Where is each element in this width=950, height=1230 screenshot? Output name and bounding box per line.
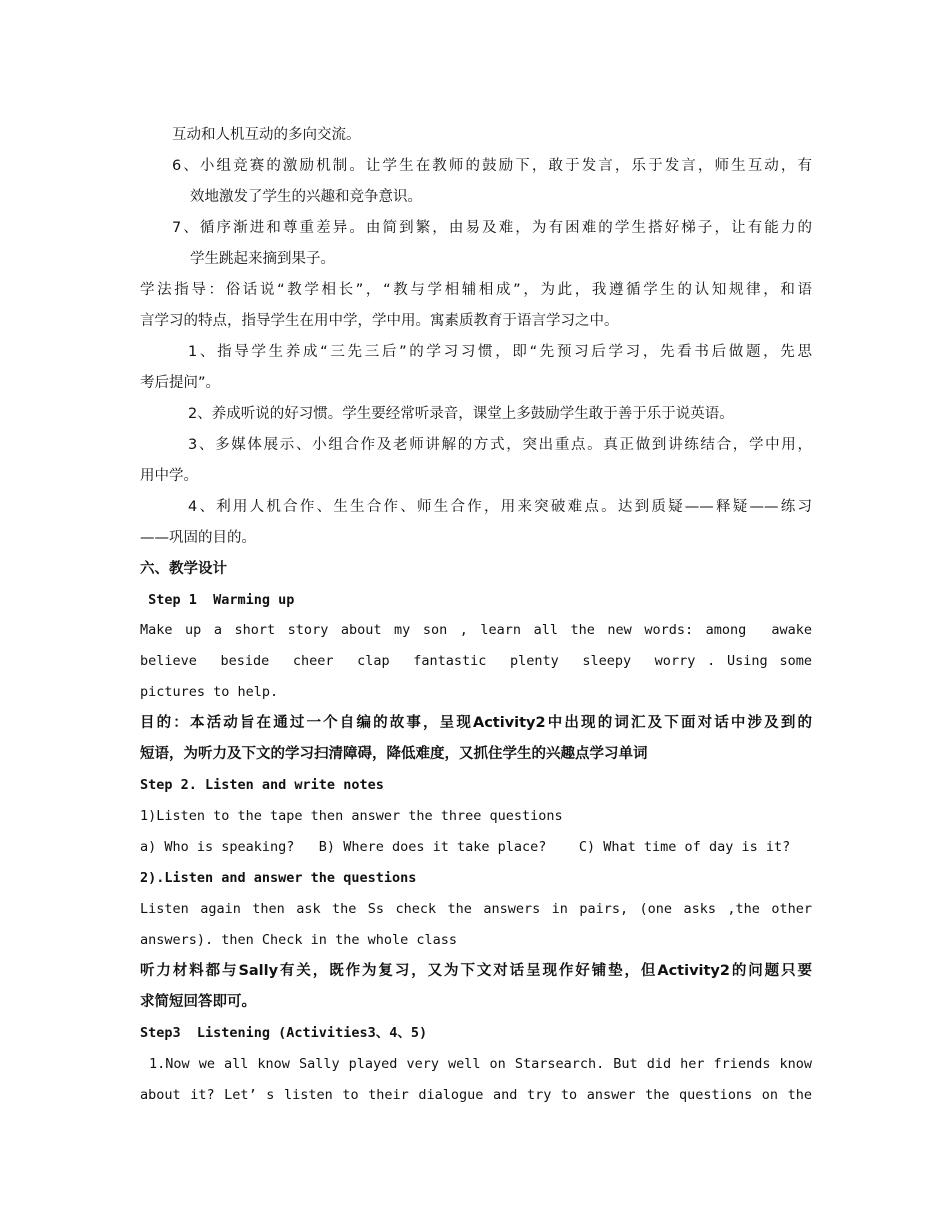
paragraph-line: Make up a short story about my son , learn all the new words: among awake: [140, 622, 812, 638]
purpose-line: 目的：本活动旨在通过一个自编的故事，呈现Activity2中出现的词汇及下面对话中涉及到的: [140, 715, 812, 731]
question-line: a) Who is speaking? B) Where does it take place? C) What time of day is it?: [140, 839, 791, 855]
paragraph-line: about it? Let’ s listen to their dialogue and try to answer the questions on the: [140, 1087, 812, 1103]
paragraph-line: 互动和人机互动的多向交流。: [172, 127, 361, 143]
paragraph-line: 言学习的特点，指导学生在用中学，学中用。寓素质教育于语言学习之中。: [140, 313, 619, 329]
section-heading: 六、教学设计: [140, 561, 227, 577]
paragraph-line: answers). then Check in the whole class: [140, 932, 457, 948]
purpose-line: 短语，为听力及下文的学习扫清障碍，降低难度，又抓住学生的兴趣点学习单词: [140, 746, 648, 762]
note-line: 听力材料都与Sally有关，既作为复习，又为下文对话呈现作好铺垫，但Activity2的问题只要: [140, 963, 812, 979]
guidance-item-3: 3、多媒体展示、小组合作及老师讲解的方式，突出重点。真正做到讲练结合，学中用，: [188, 437, 812, 453]
study-guidance-heading-line: 学法指导：俗话说“教学相长”，“教与学相辅相成”，为此，我遵循学生的认知规律，和语: [140, 282, 812, 298]
note-line: 求简短回答即可。: [140, 994, 256, 1010]
guidance-item-2: 2、养成听说的好习惯。学生要经常听录音，课堂上多鼓励学生敢于善于乐于说英语。: [188, 406, 734, 422]
paragraph-line: 学生跳起来摘到果子。: [190, 251, 335, 267]
paragraph-line: Listen again then ask the Ss check the answers in pairs, (one asks ,the other: [140, 901, 812, 917]
step-3-heading: Step3 Listening (Activities3、4、5): [140, 1025, 428, 1041]
step-2-heading: Step 2. Listen and write notes: [140, 777, 384, 793]
paragraph-line: 效地激发了学生的兴趣和竞争意识。: [190, 189, 422, 205]
paragraph-line: 考后提问”。: [140, 375, 221, 391]
paragraph-line: believe beside cheer clap fantastic plenty sleepy worry . Using some: [140, 653, 812, 669]
guidance-item-4: 4、利用人机合作、生生合作、师生合作，用来突破难点。达到质疑——释疑——练习: [188, 499, 812, 515]
paragraph-line: pictures to help.: [140, 684, 279, 700]
step-1-heading: Step 1 Warming up: [140, 592, 295, 608]
list-item-7: 7、循序渐进和尊重差异。由简到繁，由易及难，为有困难的学生搭好梯子，让有能力的: [172, 220, 812, 236]
paragraph-line: 用中学。: [140, 468, 198, 484]
subheading: 2).Listen and answer the questions: [140, 870, 417, 886]
guidance-item-1: 1、指导学生养成“三先三后”的学习习惯，即“先预习后学习，先看书后做题，先思: [188, 344, 812, 360]
paragraph-line: 1)Listen to the tape then answer the three questions: [140, 808, 563, 824]
paragraph-line: 1.Now we all know Sally played very well on Starsearch. But did her friends know: [140, 1056, 812, 1072]
list-item-6: 6、小组竞赛的激励机制。让学生在教师的鼓励下，敢于发言，乐于发言，师生互动，有: [172, 158, 812, 174]
paragraph-line: ——巩固的目的。: [140, 530, 256, 546]
